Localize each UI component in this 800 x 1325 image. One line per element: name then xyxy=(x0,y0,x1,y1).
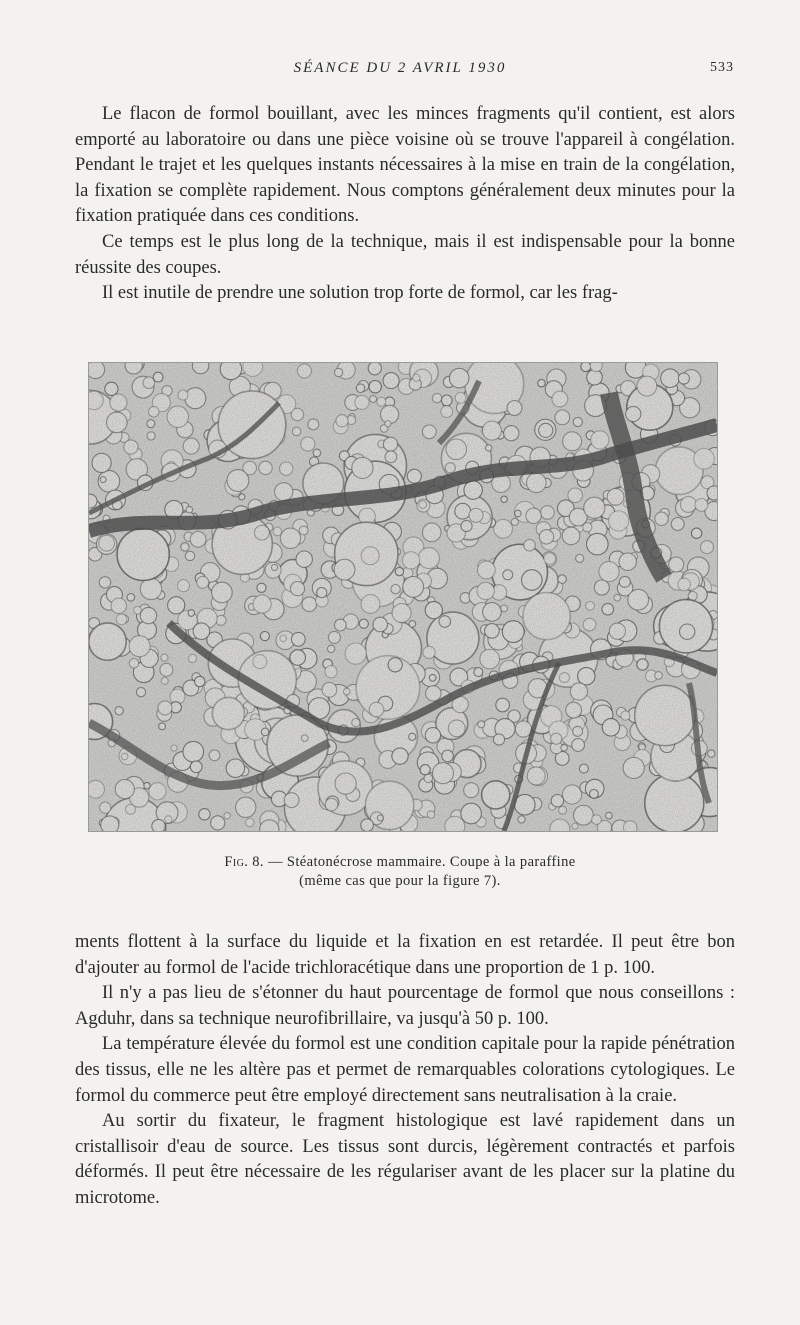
body-text-top xyxy=(75,102,735,307)
figure-caption-text: — Stéatonécrose mammaire. Coupe à la paraffine xyxy=(267,854,576,870)
paragraph: Il n'y a pas lieu de s'étonner du haut pourcentage de formol que nous conseillons : Agduhr, dans sa technique neurofibrillaire, va jusqu'à 50 p. 100. xyxy=(75,983,735,1029)
paragraph: La température élevée du formol est une condition capitale pour la rapide pénétration des tissus, elle ne les altère pas et permet de remarquables colorations cytologiques. Le formol du commerce peut être employé directement sans neutralisation à la craie. xyxy=(75,1034,735,1106)
micrograph-grain xyxy=(89,363,717,831)
figure-caption-line-2: (même cas que pour la figure 7). xyxy=(299,873,501,889)
paragraph: ments flottent à la surface du liquide et la fixation en est retardée. Il peut être bon d'ajouter au formol de l'acide trichloracétique dans une proportion de 1 p. 100. xyxy=(75,932,735,978)
micrograph-image xyxy=(89,363,717,831)
page-number: 533 xyxy=(710,60,734,75)
running-header xyxy=(0,60,800,84)
paragraph: Ce temps est le plus long de la technique, mais il est indispensable pour la bonne réussite des coupes. xyxy=(75,231,735,278)
running-title: SÉANCE DU 2 AVRIL 1930 xyxy=(293,60,507,76)
body-text-bottom xyxy=(75,930,735,1212)
paragraph: Le flacon de formol bouillant, avec les minces fragments qu'il contient, est alors emporté au laboratoire ou dans une pièce voisine où se trouve l'appareil à congélation. Pendant le trajet et les quelques instants nécessaires à la mise en train de la congélation, la fixation se complète rapidement. Nous comptons généralement deux minutes pour la fixation pratiquée dans ces conditions. xyxy=(75,104,735,227)
micrograph-figure xyxy=(88,362,718,832)
paragraph: Au sortir du fixateur, le fragment histologique est lavé rapidement dans un cristallisoir d'eau de source. Les tissus sont durcis, légèrement contractés et parfois déformés. Il peut être nécessaire de les régulariser avant de les placer sur la platine du microtome. xyxy=(75,1111,735,1208)
figure-label: Fig. 8. xyxy=(224,854,264,870)
figure-caption-line-1 xyxy=(0,853,800,871)
paragraph: Il est inutile de prendre une solution trop forte de formol, car les frag- xyxy=(102,283,618,304)
